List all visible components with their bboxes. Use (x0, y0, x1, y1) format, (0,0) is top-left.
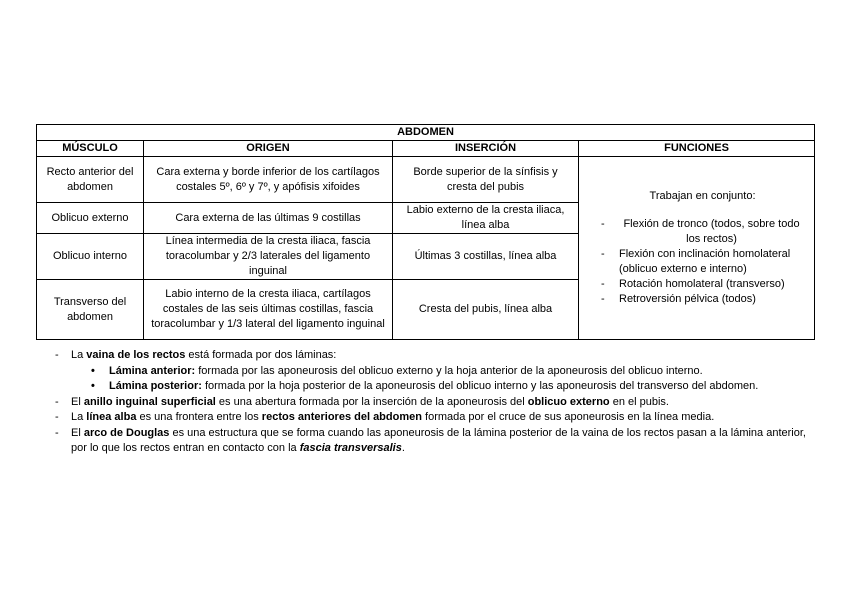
table-header-row (37, 141, 815, 157)
note-term: línea alba (86, 411, 137, 423)
note-term: vaina de los rectos (86, 349, 186, 361)
note-term: oblicuo externo (527, 395, 610, 408)
function-item: - Flexión con inclinación homolateral (oblicuo externo e interno) (601, 247, 804, 277)
note-text: El (71, 395, 84, 408)
note-term: Lámina anterior: (109, 364, 196, 377)
insertion-cell: Labio externo de la cresta iliaca, línea alba (393, 203, 579, 234)
column-header-origin: ORIGEN (144, 141, 393, 157)
note-linea-alba (55, 410, 815, 426)
function-item: - Flexión de tronco (todos, sobre todo los rectos) (601, 217, 804, 247)
note-term: fascia transversalis (299, 442, 402, 454)
note-text: La (71, 349, 87, 361)
table-title: ABDOMEN (37, 125, 815, 141)
note-term: rectos anteriores del abdomen (261, 411, 422, 423)
column-header-muscle: MÚSCULO (37, 141, 144, 157)
function-item: - Rotación homolateral (transverso) (601, 277, 804, 292)
abdomen-muscles-table (36, 124, 815, 340)
insertion-cell: Últimas 3 costillas, línea alba (393, 234, 579, 280)
muscle-cell: Transverso del abdomen (37, 280, 144, 340)
bullet-marker: • (91, 364, 95, 377)
dash-marker: - (55, 411, 59, 423)
insertion-cell: Cresta del pubis, línea alba (393, 280, 579, 340)
dash-marker: - (55, 395, 59, 408)
note-text: está formada por dos láminas: (185, 349, 337, 361)
functions-intro: Trabajan en conjunto: (649, 190, 756, 202)
note-vaina-rectos (55, 348, 815, 364)
muscle-cell: Oblicuo interno (37, 234, 144, 280)
note-text: es una abertura formada por la inserción de la aponeurosis del (215, 395, 528, 408)
note-text: formada por las aponeurosis del oblicuo externo y la hoja anterior de la aponeurosis del oblicuo interno. (195, 364, 703, 377)
origin-cell: Cara externa de las últimas 9 costillas (144, 203, 393, 234)
table-title-row (37, 125, 815, 141)
note-text: en el pubis. (609, 395, 669, 408)
note-term: arco de Douglas (83, 426, 170, 439)
note-text: formada por la hoja posterior de la aponeurosis del oblicuo interno y las aponeurosis del transverso del abdomen. (201, 380, 759, 392)
dash-marker: - (55, 426, 59, 439)
dash-marker: - (55, 349, 59, 361)
column-header-functions: FUNCIONES (579, 141, 815, 157)
bullet-marker: • (91, 380, 95, 392)
note-term: anillo inguinal superficial (83, 395, 216, 408)
note-text: La (71, 411, 87, 423)
origin-cell: Línea intermedia de la cresta iliaca, fascia toracolumbar y 2/3 laterales del ligamento inguinal (144, 234, 393, 280)
note-text: es una frontera entre los (136, 411, 262, 423)
table-row (37, 157, 815, 203)
note-text: formada por el cruce de sus aponeurosis en la línea media. (421, 411, 715, 423)
note-arco-douglas (55, 426, 815, 457)
note-term: Lámina posterior: (109, 380, 202, 392)
function-item: - Retroversión pélvica (todos) (601, 292, 804, 307)
functions-list (601, 217, 804, 307)
note-lamina-posterior (55, 379, 815, 395)
column-header-insertion: INSERCIÓN (393, 141, 579, 157)
note-text: es una estructura que se forma cuando las aponeurosis de la lámina posterior de la vaina de los rectos pasan a la lámina anterior, por lo que los rectos entran en contacto con la (71, 426, 806, 454)
notes-section (55, 348, 815, 457)
note-lamina-anterior (55, 364, 815, 380)
note-text: El (71, 426, 84, 439)
insertion-cell: Borde superior de la sínfisis y cresta del pubis (393, 157, 579, 203)
origin-cell: Cara externa y borde inferior de los cartílagos costales 5º, 6º y 7º, y apófisis xifoides (144, 157, 393, 203)
note-anillo-inguinal (55, 395, 815, 411)
origin-cell: Labio interno de la cresta iliaca, cartílagos costales de las seis últimas costillas, fascia toracolumbar y 1/3 lateral del ligamento inguinal (144, 280, 393, 340)
muscle-cell: Oblicuo externo (37, 203, 144, 234)
functions-cell (579, 157, 815, 340)
note-text: . (401, 442, 405, 454)
muscle-cell: Recto anterior del abdomen (37, 157, 144, 203)
